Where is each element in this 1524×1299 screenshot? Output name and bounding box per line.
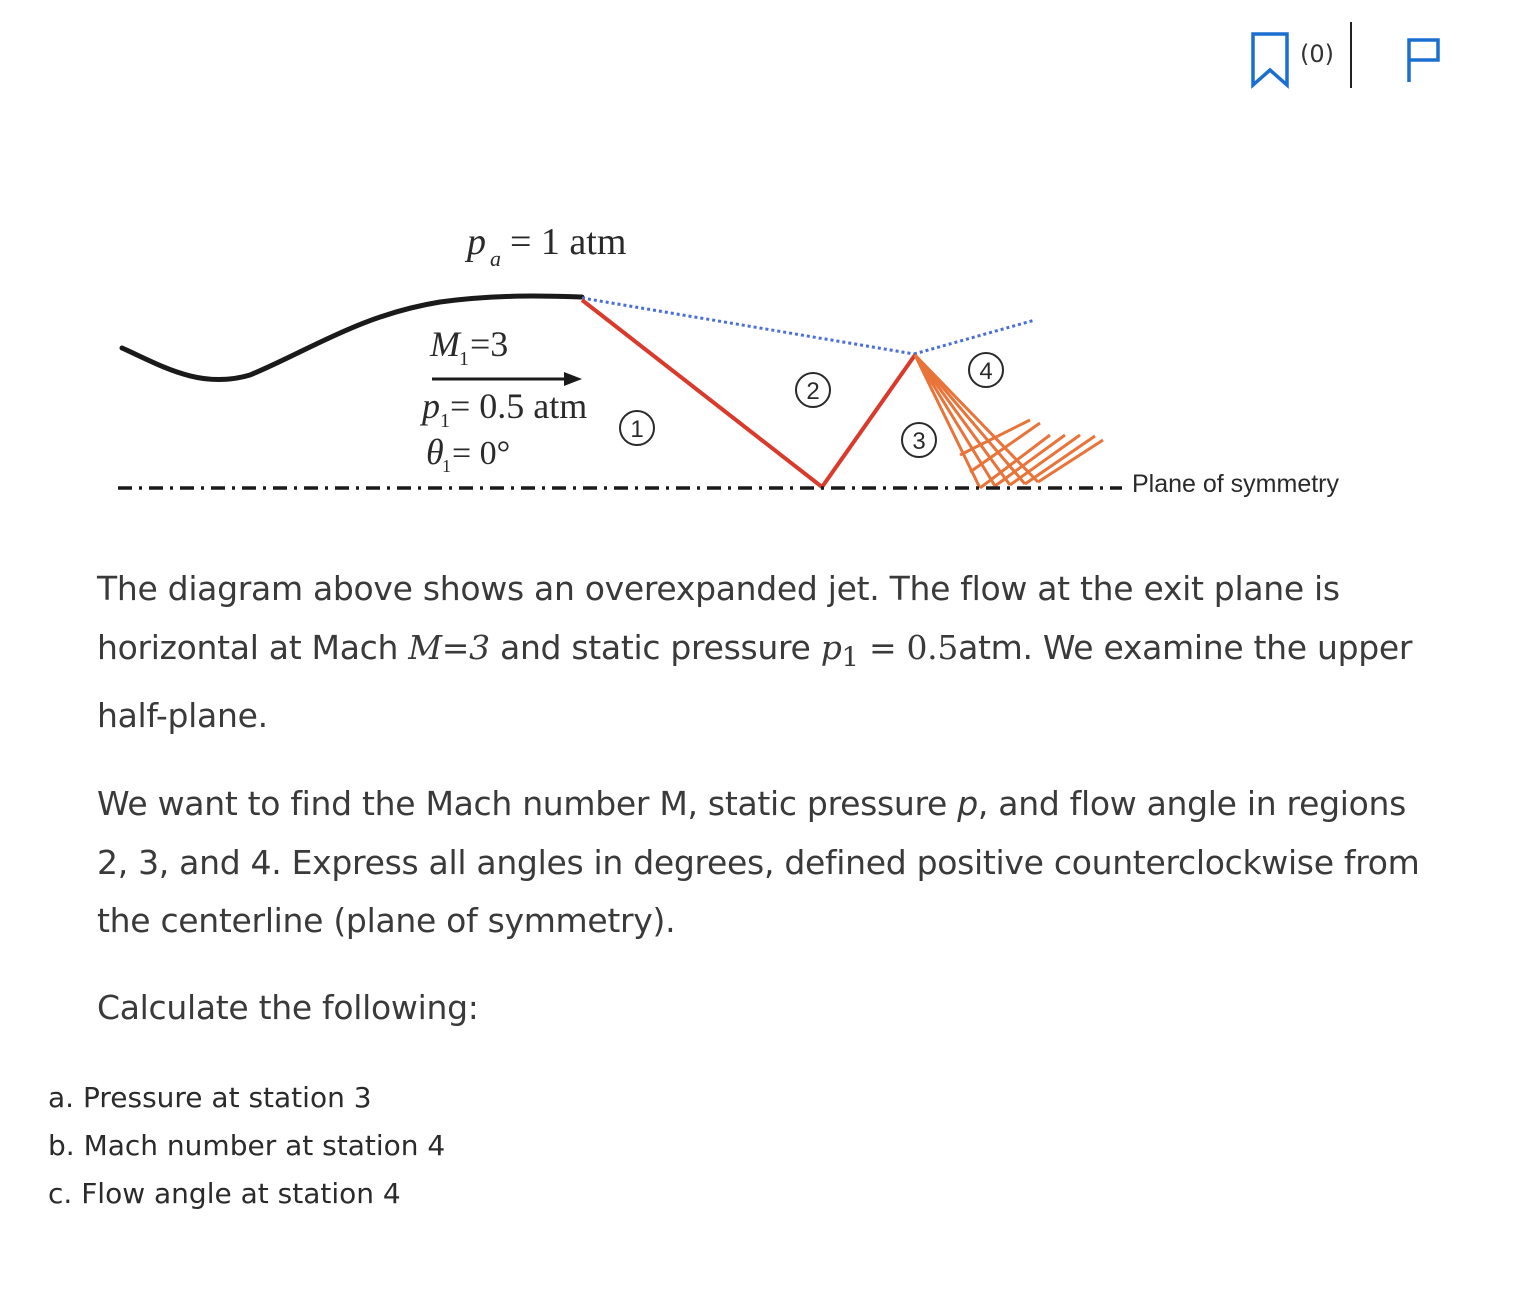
- para1-p: p: [820, 627, 842, 667]
- ambient-pressure-symbol: p: [467, 221, 486, 263]
- question-paragraph-2: [97, 775, 1437, 951]
- mach-symbol: M: [430, 324, 460, 364]
- part-b: b. Mach number at station 4: [48, 1129, 446, 1162]
- mach-value: =3: [470, 324, 509, 364]
- jet-boundary-expanding: [914, 320, 1035, 354]
- para2-p: p: [957, 784, 978, 824]
- region-4-label: 4: [979, 358, 993, 385]
- bookmark-count: (0): [1300, 40, 1334, 68]
- parts-list: [48, 1074, 445, 1218]
- para1-part2: and static pressure: [489, 627, 821, 667]
- symmetry-label: Plane of symmetry: [1132, 470, 1340, 498]
- nozzle-wall: [122, 296, 582, 380]
- part-a: a. Pressure at station 3: [48, 1081, 372, 1114]
- para1-p-sub: 1: [841, 641, 859, 674]
- ambient-pressure-subscript: a: [490, 246, 501, 271]
- flag-icon: [1404, 30, 1444, 90]
- bookmark-icon: [1250, 30, 1290, 90]
- angle-value: = 0°: [452, 435, 511, 472]
- para1-mach-text: M=3: [408, 627, 490, 667]
- para1-pressure-math: [820, 627, 959, 674]
- toolbar: [1240, 22, 1460, 92]
- flag-button[interactable]: [1404, 30, 1444, 90]
- pressure-subscript: 1: [440, 410, 450, 432]
- region-3-marker: [902, 423, 936, 457]
- bookmark-button[interactable]: [1250, 30, 1290, 90]
- angle-subscript: 1: [442, 456, 451, 476]
- region-2-marker: [796, 373, 830, 407]
- pressure-value: = 0.5 atm: [450, 386, 588, 426]
- angle-symbol: θ: [426, 432, 444, 472]
- para2-part2: , and flow angle in regions 2, 3, and 4. Express all angles in degrees, defined positive counterclockwise from the centerline (plane of symmetry).: [97, 784, 1420, 941]
- para1-eq: = 0.5: [858, 627, 959, 667]
- toolbar-divider: [1350, 22, 1352, 88]
- para1-mach: [408, 628, 490, 667]
- mach-subscript: 1: [459, 348, 469, 370]
- question-paragraph-1: [97, 560, 1437, 745]
- expansion-fan: [915, 355, 1103, 488]
- jet-boundary-upper: [582, 298, 914, 354]
- part-c: c. Flow angle at station 4: [48, 1177, 401, 1210]
- region-2-label: 2: [806, 378, 820, 405]
- region-4-marker: [969, 353, 1003, 387]
- oblique-shock: [582, 300, 915, 487]
- para1-part1: The diagram above shows an overexpanded jet. The flow at the exit plane is horizontal at Mach: [97, 569, 1340, 667]
- question-text: [97, 560, 1437, 1037]
- flow-arrow: [432, 372, 582, 386]
- pressure-symbol: p: [422, 386, 440, 426]
- region-3-label: 3: [912, 428, 926, 455]
- ambient-pressure-label: = 1 atm: [510, 221, 627, 263]
- region-1-label: 1: [630, 416, 644, 443]
- region-1-marker: [620, 411, 654, 445]
- jet-diagram-svg: [100, 210, 1400, 530]
- para2-part1: We want to find the Mach number M, static pressure: [97, 784, 958, 824]
- question-paragraph-3: Calculate the following:: [97, 987, 479, 1027]
- jet-diagram: [100, 210, 1400, 530]
- para1-part3: atm. We examine the upper half-plane.: [97, 627, 1413, 735]
